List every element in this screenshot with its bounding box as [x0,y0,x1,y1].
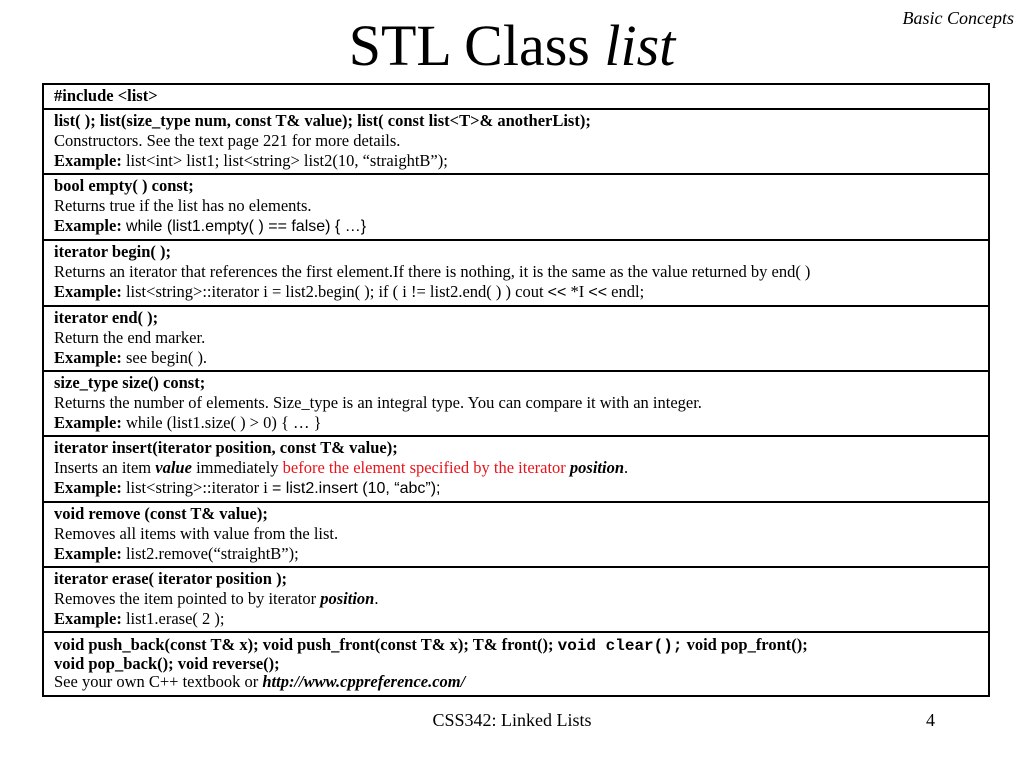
table-row-remove [44,501,988,566]
example-code: see begin( ). [125,348,208,367]
example-code: list<string>::iterator i = list2.begin( ); if ( i != list2.end( ) ) cout [125,282,548,301]
signature: list( ); list(size_type num, const T& value); list( const list<T>& anotherList); [54,111,591,130]
description-text: immediately [191,458,283,477]
example-line [54,413,978,433]
table-row-include [44,85,988,108]
example-label: Example: [54,544,122,563]
signature-line-2: void pop_back(); void reverse(); [54,654,280,673]
table-row-begin [44,239,988,305]
description-text: Inserts an item [54,458,156,477]
table-row-misc [44,631,988,695]
description-text: . [374,589,379,608]
example-line [54,348,978,368]
description [54,672,978,692]
api-table [42,83,990,697]
example-label: Example: [54,609,122,628]
table-row-end [44,305,988,370]
signature: iterator begin( ); [54,242,171,261]
description-text: . [624,458,629,477]
position-param: position [320,589,375,608]
include-text: #include <list> [54,86,158,105]
signature-text: void push_back(const T& x); void push_front(const T& x); T& front(); [54,635,558,654]
description-text: See your own C++ textbook or [54,672,263,691]
example-label: Example: [54,348,122,367]
example-label: Example: [54,282,122,301]
example-label: Example: [54,216,122,235]
example-code-sans: = list2.insert (10, “abc”); [271,480,441,497]
signature: iterator insert(iterator position, const T& value); [54,438,398,457]
highlighted-text: before the element specified by the iterator [282,458,566,477]
example-label: Example: [54,151,122,170]
example-label: Example: [54,413,122,432]
example-line [54,216,978,237]
example-code: list1.erase( 2 ); [125,609,225,628]
description: Constructors. See the text page 221 for more details. [54,131,401,150]
signature [54,636,978,655]
footer-course: CSS342: Linked Lists [432,710,592,730]
signature: iterator erase( iterator position ); [54,569,288,588]
example-line [54,544,978,564]
table-row-erase [44,566,988,631]
reference-link[interactable]: http://www.cppreference.com/ [262,672,466,691]
example-code: list<string>::iterator i [125,478,272,497]
clear-signature: void clear(); [557,637,683,655]
signature: bool empty( ) const; [54,176,194,195]
signature-text: void pop_front(); [682,635,808,654]
value-param: value [155,458,192,477]
page-number: 4 [926,710,935,730]
description-text: Removes the item pointed to by iterator [54,589,321,608]
description: Return the end marker. [54,328,206,347]
example-line [54,609,978,629]
slide-title [0,10,1024,82]
description: Returns the number of elements. Size_type is an integral type. You can compare it with an integer. [54,393,702,412]
example-label: Example: [54,478,122,497]
example-code: endl; [607,282,645,301]
example-code: while (list1.empty( ) == false) { …} [125,218,367,235]
table-row-size [44,370,988,435]
example-line [54,151,978,171]
example-code: *I [566,282,589,301]
example-code: while (list1.size( ) > 0) { … } [125,413,322,432]
example-line [54,282,978,303]
description [54,458,978,478]
example-code: list2.remove(“straightB”); [125,544,299,563]
table-row-insert [44,435,988,501]
position-param: position [569,458,625,477]
example-line [54,478,978,499]
example-operator: << [547,284,567,301]
description [54,589,978,609]
table-row-empty [44,173,988,239]
example-operator: << [588,284,608,301]
example-code: list<int> list1; list<string> list2(10, “straightB”); [125,151,448,170]
signature: iterator end( ); [54,308,159,327]
description: Returns an iterator that references the first element.If there is nothing, it is the same as the value returned by end( ) [54,262,811,281]
signature: void remove (const T& value); [54,504,268,523]
title-main: STL Class [348,13,590,78]
signature: size_type size() const; [54,373,206,392]
description: Returns true if the list has no elements. [54,196,312,215]
section-label: Basic Concepts [902,8,1014,28]
description: Removes all items with value from the list. [54,524,339,543]
title-italic: list [604,13,676,78]
table-row-constructors [44,108,988,173]
